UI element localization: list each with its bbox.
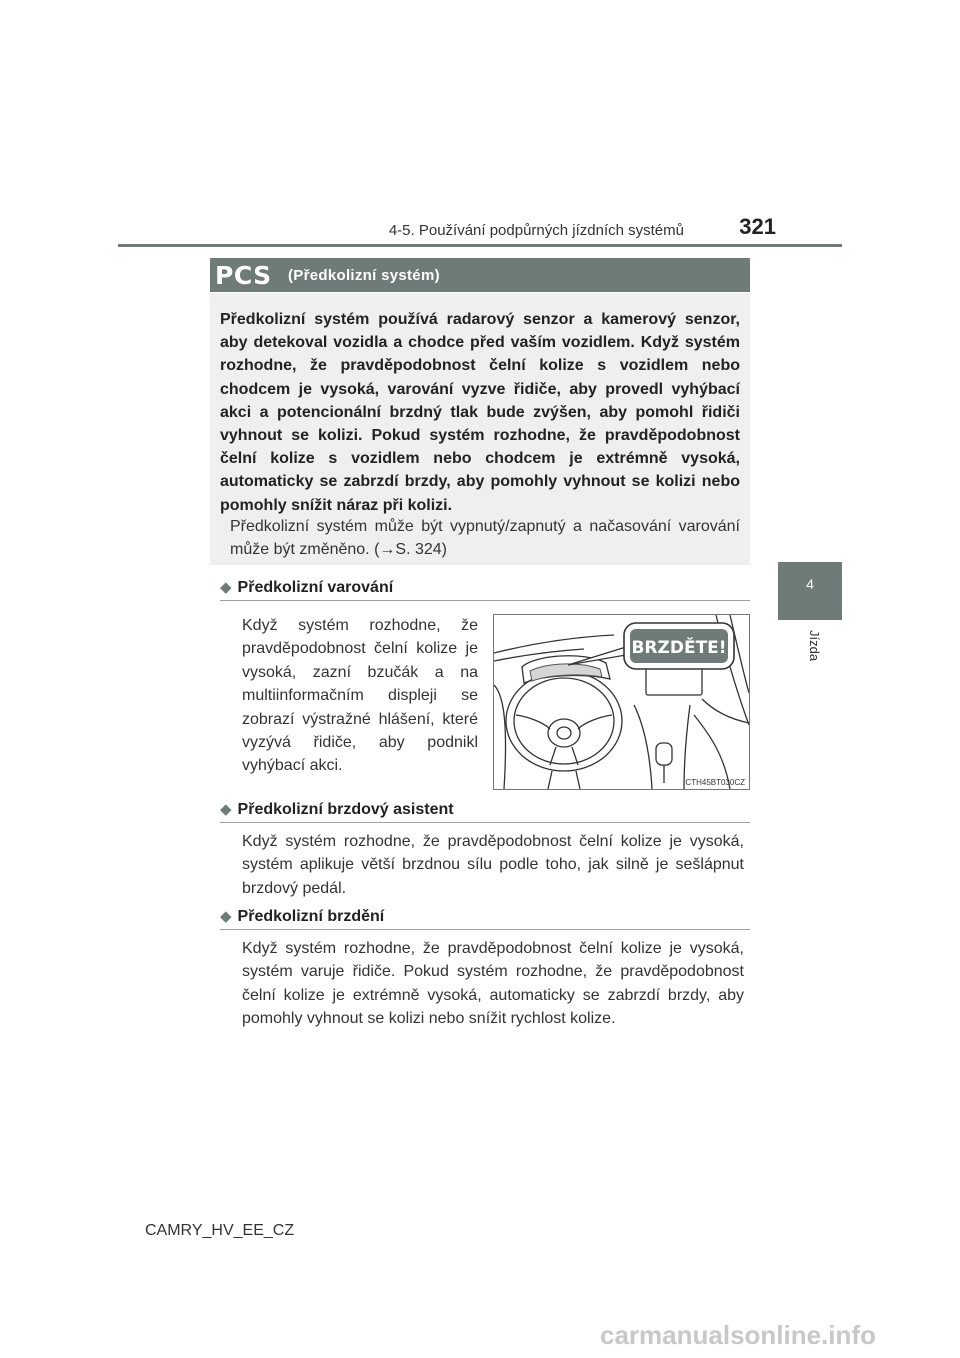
subsection-heading-warning (220, 578, 750, 597)
subsection-text-braking: Když systém rozhodne, že pravděpodobnost čelní kolize je vysoká, systém varuje řidiče. Pokud systém rozhodne, že pravděpodobnost čelní kolize je extrémně vysoká, automaticky se zabrzdí brzdy, aby pomohly vyhnout se kolizi nebo snížit rychlost kolize. (242, 940, 744, 1028)
watermark: carmanualsonline.info (600, 1320, 876, 1350)
subsection-heading-braking (220, 907, 750, 926)
section-logo: PCS (215, 261, 272, 290)
illustration-code: CTH45BT030CZ (685, 778, 745, 787)
subsection-rule (220, 822, 750, 823)
subsection-text-warning: Když systém rozhodne, že pravděpodobnost čelní kolize je vysoká, zazní bzučák a na multiinformačním displeji se zobrazí výstražné hlášení, které vyzývá řidiče, aby podnikl vyhýbací akci. (242, 617, 478, 775)
section-title-bar (210, 258, 750, 292)
intro-bold-text: Předkolizní systém používá radarový senzor a kamerový senzor, aby detekoval vozidla a chodce před vaším vozidlem. Když systém rozhodne, že pravděpodobnost čelní kolize s vozidlem nebo chodcem je vysoká, varování vyzve řidiče, aby provedl vyhýbací akci a potencionální brzdný tlak bude zvýšen, aby pomohl řidiči vyhnout se kolizi. Pokud systém rozhodne, že pravděpodobnost čelní kolize s vozidlem nebo chodcem je extrémně vysoká, automaticky se zabrzdí brzdy, aby pomohly vyhnout se kolizi nebo pomohly snížit náraz při kolizi. (220, 311, 740, 514)
diamond-bullet-icon: ◆ (220, 801, 232, 818)
page-number: 321 (739, 214, 776, 239)
header-rule (118, 244, 842, 247)
intro-note-text: Předkolizní systém může být vypnutý/zapnutý a načasování varování může být změněno. (→S. 324) (230, 518, 740, 558)
subsection-heading-brake-assist (220, 800, 750, 819)
subsection-heading-text: Předkolizní brzdění (237, 908, 385, 925)
subsection-text-brake-assist: Když systém rozhodne, že pravděpodobnost čelní kolize je vysoká, systém aplikuje větší brzdnou sílu podle toho, jak silně je sešlápnut brzdový pedál. (242, 833, 744, 897)
chapter-tab-number: 4 (806, 576, 814, 592)
dashboard-illustration (493, 614, 750, 790)
subsection-heading-text: Předkolizní brzdový asistent (237, 801, 454, 818)
diamond-bullet-icon: ◆ (220, 579, 232, 596)
intro-box (210, 293, 750, 565)
subsection-heading-text: Předkolizní varování (237, 579, 394, 596)
section-title: (Předkolizní systém) (288, 267, 440, 284)
chapter-tab-label-text: Jízda (807, 630, 822, 662)
subsection-rule (220, 600, 750, 601)
dashboard-drawing (494, 615, 749, 789)
model-code: CAMRY_HV_EE_CZ (145, 1222, 295, 1239)
chapter-tab-label (806, 630, 822, 670)
chapter-header: 4-5. Používání podpůrných jízdních systémů (388, 222, 684, 239)
warning-message-text: BRZDĚTE! (631, 638, 727, 658)
subsection-rule (220, 929, 750, 930)
diamond-bullet-icon: ◆ (220, 908, 232, 925)
